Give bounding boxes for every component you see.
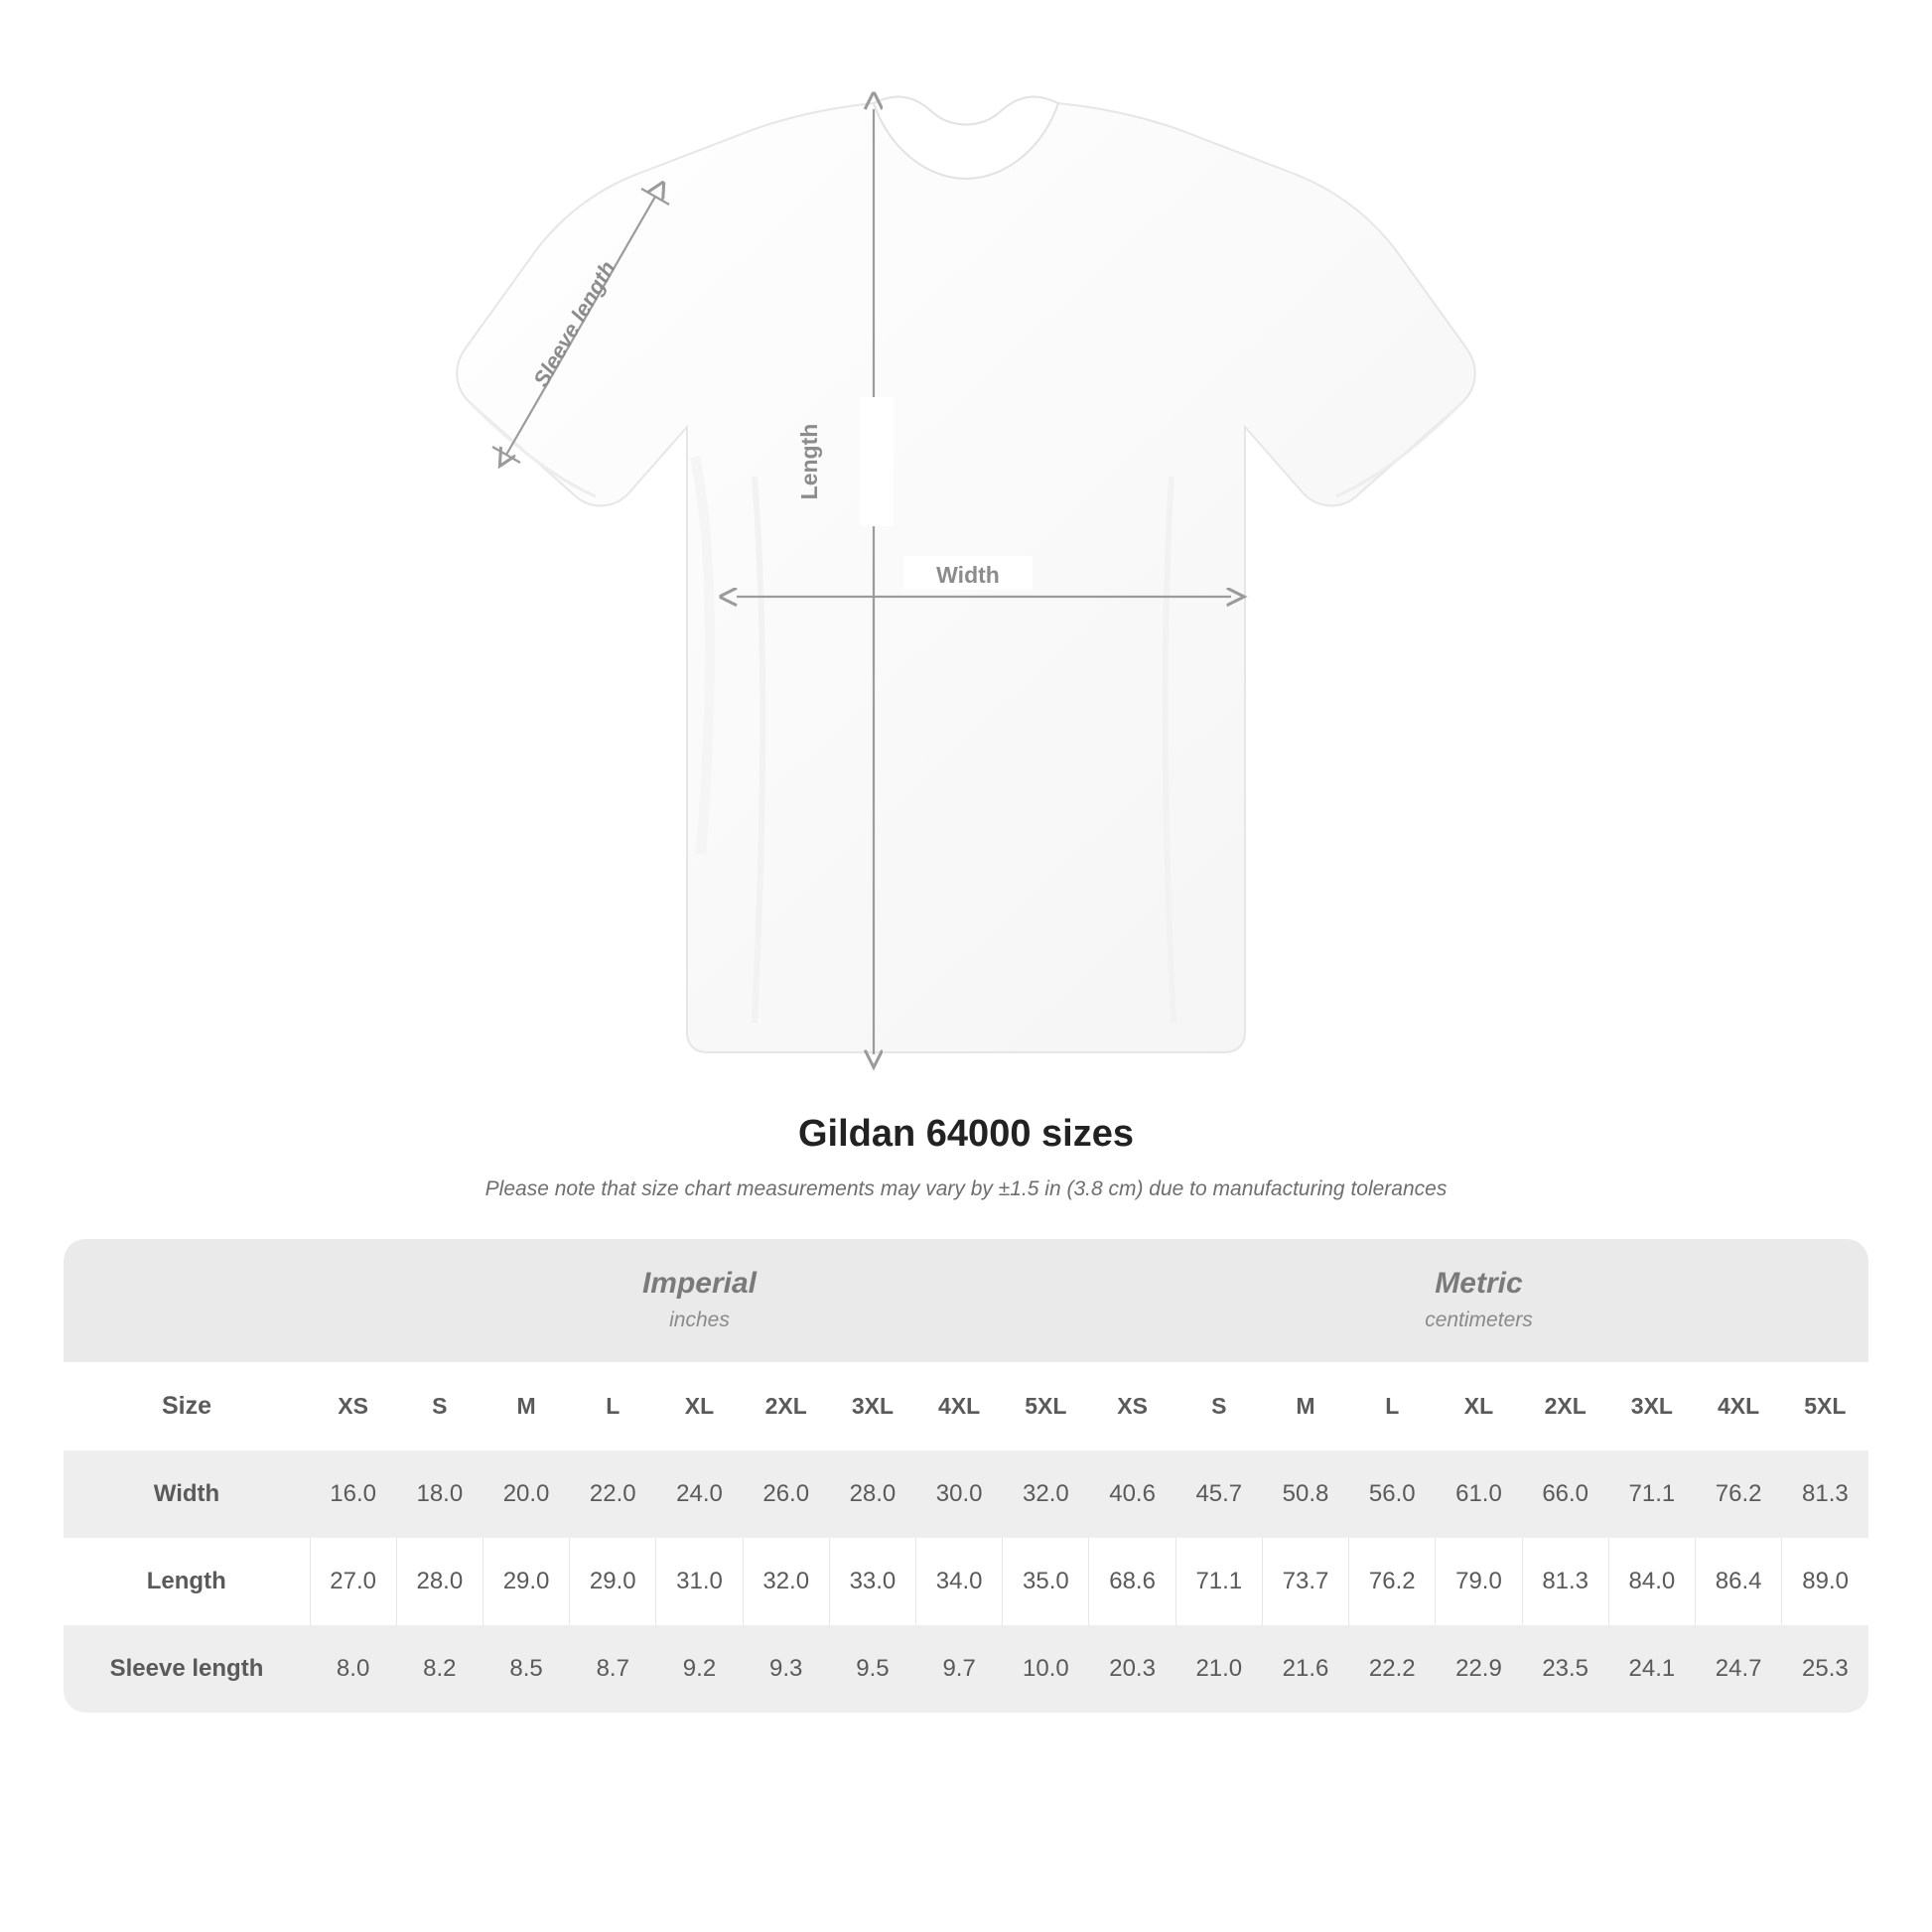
measurement-cell: 26.0 [743, 1450, 829, 1538]
row-label: Length [64, 1538, 310, 1625]
row-label: Width [64, 1450, 310, 1538]
measurement-cell: 8.5 [483, 1625, 569, 1713]
unit-name: Metric [1435, 1267, 1523, 1300]
page-title: Gildan 64000 sizes [798, 1113, 1134, 1155]
measurement-cell: 22.2 [1349, 1625, 1436, 1713]
measurement-cell: 35.0 [1003, 1538, 1089, 1625]
size-header-cell: 2XL [743, 1362, 829, 1450]
measurement-cell: 24.0 [656, 1450, 743, 1538]
measurement-cell: 25.3 [1782, 1625, 1868, 1713]
heading-block [0, 1113, 1932, 1201]
measurement-cell: 76.2 [1349, 1538, 1436, 1625]
size-header-cell: XL [656, 1362, 743, 1450]
measurement-cell: 73.7 [1262, 1538, 1348, 1625]
measurement-cell: 29.0 [483, 1538, 569, 1625]
measurement-cell: 21.0 [1175, 1625, 1262, 1713]
unit-header-imperial [310, 1239, 1089, 1362]
measurement-cell: 9.7 [916, 1625, 1003, 1713]
size-header-cell: 5XL [1782, 1362, 1868, 1450]
measurement-cell: 22.0 [570, 1450, 656, 1538]
measurement-cell: 28.0 [396, 1538, 483, 1625]
size-header-cell: 2XL [1522, 1362, 1608, 1450]
measurement-cell: 34.0 [916, 1538, 1003, 1625]
size-row-label: Size [64, 1362, 310, 1450]
measurement-cell: 9.3 [743, 1625, 829, 1713]
size-header-row [64, 1362, 1868, 1450]
measurement-cell: 68.6 [1089, 1538, 1175, 1625]
length-label-mask [860, 397, 894, 526]
measurement-cell: 9.2 [656, 1625, 743, 1713]
measurement-cell: 24.1 [1608, 1625, 1695, 1713]
measurement-cell: 28.0 [829, 1450, 915, 1538]
size-header-cell: 3XL [1608, 1362, 1695, 1450]
measurement-cell: 9.5 [829, 1625, 915, 1713]
measurement-cell: 29.0 [570, 1538, 656, 1625]
measurement-cell: 84.0 [1608, 1538, 1695, 1625]
size-table [64, 1239, 1868, 1713]
measurement-cell: 20.0 [483, 1450, 569, 1538]
size-header-cell: S [1175, 1362, 1262, 1450]
row-label: Sleeve length [64, 1625, 310, 1713]
measurement-cell: 22.9 [1436, 1625, 1522, 1713]
measurement-cell: 50.8 [1262, 1450, 1348, 1538]
unit-subtitle: inches [669, 1308, 730, 1331]
size-header-cell: L [570, 1362, 656, 1450]
measurement-cell: 32.0 [1003, 1450, 1089, 1538]
measurement-cell: 10.0 [1003, 1625, 1089, 1713]
measurement-cell: 56.0 [1349, 1450, 1436, 1538]
measurement-cell: 71.1 [1175, 1538, 1262, 1625]
measurement-cell: 32.0 [743, 1538, 829, 1625]
measurement-cell: 31.0 [656, 1538, 743, 1625]
size-table-wrapper [64, 1239, 1868, 1713]
table-row [64, 1538, 1868, 1625]
measurement-cell: 23.5 [1522, 1625, 1608, 1713]
measurement-cell: 30.0 [916, 1450, 1003, 1538]
measurement-cell: 40.6 [1089, 1450, 1175, 1538]
size-header-cell: 5XL [1003, 1362, 1089, 1450]
measurement-cell: 16.0 [310, 1450, 396, 1538]
size-header-cell: M [483, 1362, 569, 1450]
width-label: Width [936, 562, 1000, 588]
size-header-cell: L [1349, 1362, 1436, 1450]
unit-header-metric [1089, 1239, 1868, 1362]
table-row [64, 1625, 1868, 1713]
length-label: Length [796, 423, 822, 500]
tolerance-note: Please note that size chart measurements may vary by ±1.5 in (3.8 cm) due to manufacturing tolerances [484, 1177, 1448, 1200]
size-header-cell: M [1262, 1362, 1348, 1450]
sleeve-length-label: Sleeve length [528, 256, 621, 391]
size-header-cell: 4XL [916, 1362, 1003, 1450]
size-header-cell: XL [1436, 1362, 1522, 1450]
size-header-cell: XS [1089, 1362, 1175, 1450]
measurement-cell: 20.3 [1089, 1625, 1175, 1713]
unit-header-spacer [64, 1239, 310, 1362]
unit-header-row [64, 1239, 1868, 1362]
unit-subtitle: centimeters [1425, 1308, 1533, 1331]
measurement-cell: 21.6 [1262, 1625, 1348, 1713]
size-header-cell: XS [310, 1362, 396, 1450]
measurement-cell: 81.3 [1782, 1450, 1868, 1538]
measurement-cell: 24.7 [1696, 1625, 1782, 1713]
measurement-cell: 27.0 [310, 1538, 396, 1625]
size-header-cell: 4XL [1696, 1362, 1782, 1450]
measurement-cell: 8.0 [310, 1625, 396, 1713]
measurement-cell: 45.7 [1175, 1450, 1262, 1538]
measurement-cell: 89.0 [1782, 1538, 1868, 1625]
size-header-cell: S [396, 1362, 483, 1450]
measurement-cell: 61.0 [1436, 1450, 1522, 1538]
measurement-cell: 81.3 [1522, 1538, 1608, 1625]
measurement-cell: 8.2 [396, 1625, 483, 1713]
size-header-cell: 3XL [829, 1362, 915, 1450]
unit-name: Imperial [641, 1267, 758, 1300]
measurement-cell: 76.2 [1696, 1450, 1782, 1538]
measurement-cell: 79.0 [1436, 1538, 1522, 1625]
measurement-cell: 33.0 [829, 1538, 915, 1625]
measurement-cell: 18.0 [396, 1450, 483, 1538]
measurement-cell: 8.7 [570, 1625, 656, 1713]
measurement-cell: 86.4 [1696, 1538, 1782, 1625]
measurement-cell: 71.1 [1608, 1450, 1695, 1538]
table-row [64, 1450, 1868, 1538]
measurement-cell: 66.0 [1522, 1450, 1608, 1538]
